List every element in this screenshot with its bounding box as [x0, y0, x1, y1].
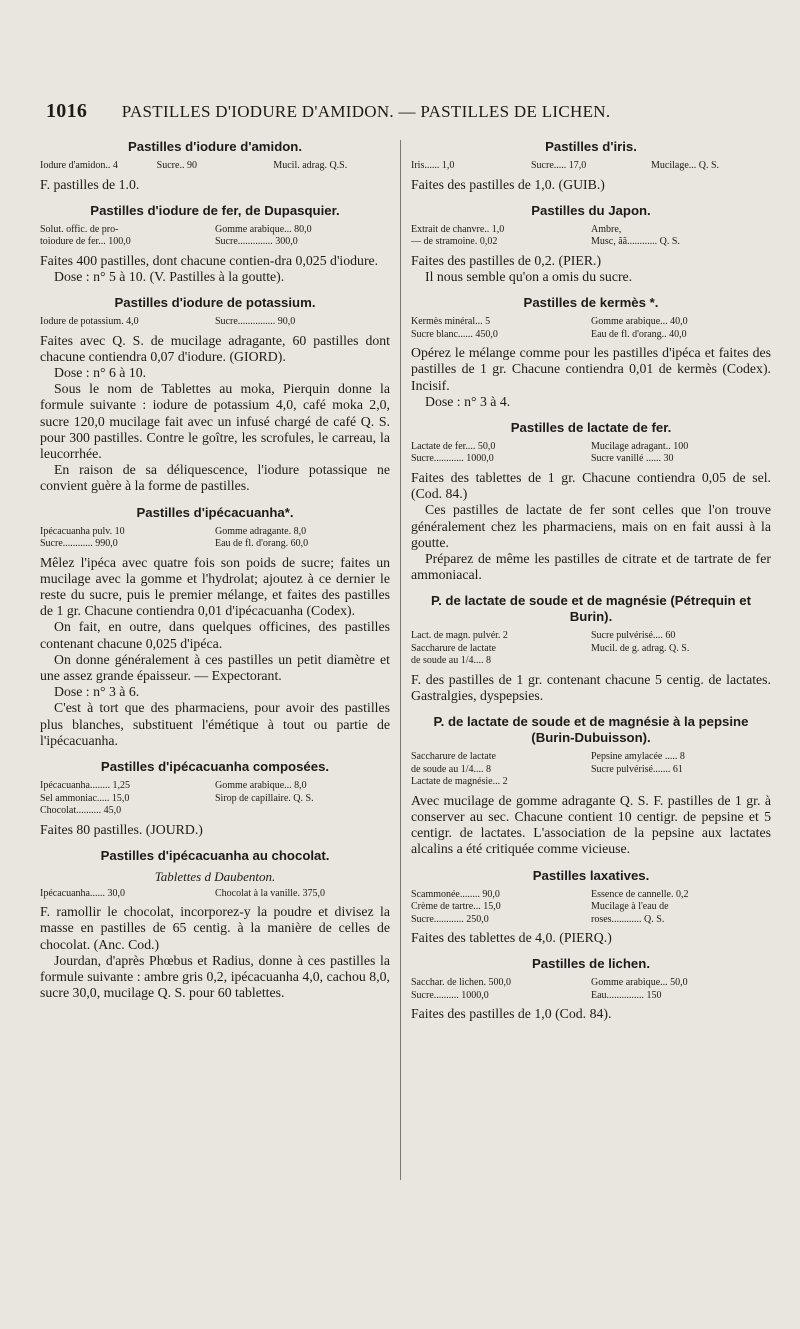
recipe-section: [40, 295, 390, 495]
formula-cell: Sucre vanillé ...... 30: [591, 453, 674, 465]
formula-cell: Gomme arabique... 40,0: [591, 316, 688, 328]
body-paragraph: Faites des pastilles de 0,2. (PIER.): [411, 252, 602, 268]
formula-cell: Extrait de chanvre.. 1,0: [411, 223, 505, 235]
formula-row: [411, 990, 771, 1003]
formula-cell: Iris...... 1,0: [411, 160, 455, 171]
formula-cell: Sucre............ 1000,0: [411, 453, 494, 465]
formula-cell: Sucre..... 17,0: [531, 160, 587, 171]
formula-cell: Saccharure de lactate: [411, 642, 496, 654]
body-paragraph: Dose : n° 3 à 6.: [54, 684, 140, 700]
formula-table: [40, 888, 390, 901]
formula-table: [411, 889, 771, 927]
formula-cell: Sucre pulvérisé.... 60: [591, 630, 676, 642]
body-paragraph: On donne généralement à ces pastilles un petit diamètre et une assez grande épaisseur. — Expectorant.: [40, 651, 390, 684]
section-title: P. de lactate de soude et de magnésie à la pepsine (Burin-Dubuisson).: [433, 714, 749, 746]
formula-cell: [591, 776, 771, 789]
formula-cell: Ipécacuanha........ 1,25: [40, 780, 130, 792]
body-paragraph: Avec mucilage de gomme adragante Q. S. F. pastilles de 1 gr. à conserver au sec. Chacune contient 10 centigr. de pepsine et 5 centigr. de lactates. L'association de la pepsine aux lactates alcalins a été critiquée comme vicieuse.: [411, 792, 771, 857]
section-title: Pastilles d'iris.: [545, 139, 637, 154]
formula-cell: Ipécacuanha...... 30,0: [40, 887, 125, 899]
formula-cell: Mucil. adrag. Q.S.: [273, 160, 348, 171]
body-paragraph: Sous le nom de Tablettes au moka, Pierquin donne la formule suivante : iodure de potassium 4,0, café moka 2,0, sucre 120,0 mucilage fait avec un infusé chargé de café Q. S. pour 300 pastilles. Contre le goître, les scrofules, le carreau, la leucorrhée.: [40, 381, 390, 462]
body-paragraph: Faites des tablettes de 4,0. (PIERQ.): [411, 930, 612, 946]
formula-row: [40, 780, 390, 793]
formula-row: [411, 655, 771, 668]
section-title: P. de lactate de soude et de magnésie (Pétrequin et Burin).: [430, 593, 752, 625]
formula-table: [40, 526, 390, 551]
formula-cell: Sucre.......... 1000,0: [411, 989, 489, 1001]
formula-row: [411, 977, 771, 990]
formula-table: [411, 977, 771, 1002]
formula-cell: Iodure de potassium. 4,0: [40, 316, 139, 328]
formula-cell: Ambre,: [591, 223, 622, 235]
formula-table: [40, 316, 390, 329]
formula-row: [411, 329, 771, 342]
formula-cell: Sucre.. 90: [156, 160, 197, 171]
formula-row: [411, 901, 771, 914]
formula-row: [411, 316, 771, 329]
body-paragraph: F. ramollir le chocolat, incorporez-y la poudre et divisez la masse en pastilles de 65 centig. à la manière de celles de chocolat. (Anc. Cod.): [40, 904, 390, 952]
body-paragraph: Jourdan, d'après Phœbus et Radius, donne à ces pastilles la formule suivante : ambre gris 0,2, ipécacuanha 4,0, cachou 8,0, sucre 30,0, mucilage Q. S. pour 60 tablettes.: [40, 952, 390, 1001]
formula-row: [411, 764, 771, 777]
formula-table: [40, 224, 390, 249]
body-paragraph: Faites 80 pastilles. (JOURD.): [40, 821, 203, 837]
body-paragraph: Dose : n° 3 à 4.: [425, 393, 511, 409]
formula-cell: Lactate de magnésie... 2: [411, 776, 508, 788]
formula-table: [411, 316, 771, 341]
body-paragraph: Dose : n° 5 à 10. (V. Pastilles à la goutte).: [54, 268, 285, 284]
section-title: Pastilles de lactate de fer.: [510, 419, 672, 435]
formula-cell: Scammonée........ 90,0: [411, 888, 500, 900]
formula-row: [40, 236, 390, 249]
running-head-title: PASTILLES D'IODURE D'AMIDON. — PASTILLES DE LICHEN.: [121, 102, 611, 121]
formula-cell: toiodure de fer... 100,0: [40, 236, 131, 248]
formula-row: [411, 236, 771, 249]
formula-cell: roses............ Q. S.: [591, 913, 665, 925]
formula-cell: Lactate de fer.... 50,0: [411, 440, 496, 452]
recipe-section: [40, 203, 390, 285]
formula-cell: Gomme arabique... 50,0: [591, 977, 688, 989]
formula-row: [40, 316, 390, 329]
section-title: Pastilles du Japon.: [531, 202, 651, 218]
body-paragraph: F. des pastilles de 1 gr. contenant chacune 5 centig. de lactates. Gastralgies, dyspepsies.: [411, 671, 771, 704]
column-divider: [400, 140, 401, 1180]
formula-cell: Mucilage adragant.. 100: [591, 440, 689, 452]
formula-table: [411, 160, 771, 173]
recipe-section: [40, 505, 390, 749]
formula-cell: Ipécacuanha pulv. 10: [40, 525, 125, 537]
formula-cell: Sel ammoniac..... 15,0: [40, 792, 130, 804]
formula-cell: Sucre blanc...... 450,0: [411, 328, 498, 340]
formula-cell: de soude au 1/4.... 8: [411, 763, 491, 775]
formula-row: [411, 453, 771, 466]
formula-cell: Mucilage à l'eau de: [591, 901, 669, 913]
formula-cell: Kermès minéral... 5: [411, 316, 491, 328]
recipe-section: [411, 868, 771, 947]
formula-cell: Chocolat.......... 45,0: [40, 805, 122, 817]
formula-cell: Eau............... 150: [591, 989, 662, 1001]
page-number: 1016: [46, 100, 88, 122]
recipe-section: [40, 759, 390, 838]
recipe-section: [411, 956, 771, 1022]
body-paragraph: Dose : n° 6 à 10.: [54, 365, 147, 381]
body-paragraph: Faites des pastilles de 1,0 (Cod. 84).: [411, 1006, 612, 1022]
section-subtitle: Tablettes d Daubenton.: [154, 868, 276, 884]
formula-row: [40, 224, 390, 237]
formula-cell: Gomme arabique... 8,0: [215, 780, 307, 792]
recipe-section: [411, 203, 771, 285]
formula-cell: Chocolat à la vanille. 375,0: [215, 887, 325, 899]
formula-cell: Mucil. de g. adrag. Q. S.: [591, 642, 690, 654]
recipe-section: [411, 295, 771, 410]
formula-row: [411, 441, 771, 454]
body-paragraph: Faites des pastilles de 1,0. (GUIB.): [411, 176, 605, 192]
section-title: Pastilles de lichen.: [531, 956, 650, 972]
recipe-section: [411, 593, 771, 704]
section-title: Pastilles d'ipécacuanha*.: [136, 504, 294, 520]
recipe-section: [411, 420, 771, 583]
formula-table: [411, 630, 771, 668]
body-paragraph: Préparez de même les pastilles de citrate et de tartrate de fer ammoniacal.: [411, 550, 771, 583]
formula-table: [411, 224, 771, 249]
body-paragraph: F. pastilles de 1.0.: [40, 176, 140, 192]
recipe-section: [411, 139, 771, 193]
formula-cell: Lact. de magn. pulvér. 2: [411, 630, 508, 642]
formula-row: [411, 630, 771, 643]
formula-cell: Eau de fl. d'orang. 60,0: [215, 538, 309, 550]
body-paragraph: Faites 400 pastilles, dont chacune contien-dra 0,025 d'iodure.: [40, 252, 379, 268]
formula-row: [40, 526, 390, 539]
formula-row: [40, 793, 390, 806]
formula-cell: Sucre pulvérisé....... 61: [591, 763, 683, 775]
body-paragraph: Faites avec Q. S. de mucilage adragante, 60 pastilles dont chacune contiendra 0,07 d'iodure. (GIORD).: [40, 332, 390, 364]
recipe-section: [40, 848, 390, 1002]
body-paragraph: Ces pastilles de lactate de fer sont celles que l'on trouve généralement chez les pharmaciens, mais on en fait aussi à la goutte.: [411, 502, 771, 550]
formula-cell: Sucre............ 250,0: [411, 913, 489, 925]
formula-cell: Gomme adragante. 8,0: [215, 525, 307, 537]
formula-cell: Pepsine amylacée ..... 8: [591, 751, 685, 763]
body-paragraph: Mêlez l'ipéca avec quatre fois son poids de sucre; faites un mucilage avec la gomme et l'hydrolat; ajoutez à ce dernier le reste du sucre, puis le premier mélange, et faites des pastilles de 1 gr. Chacune contiendra 0,01 d'ipécacuanha (Codex).: [40, 554, 390, 619]
body-paragraph: C'est à tort que des pharmaciens, pour avoir des pastilles plus blanches, substituent l'émétique à tout ou partie de l'ipécacuanha.: [40, 700, 390, 748]
formula-row: [411, 643, 771, 656]
section-title: Pastilles d'ipécacuanha composées.: [100, 759, 330, 775]
formula-cell: [215, 805, 390, 818]
body-paragraph: Il nous semble qu'on a omis du sucre.: [425, 268, 633, 284]
body-paragraph: En raison de sa déliquescence, l'iodure potassique ne convient guère à la forme de pastilles.: [40, 462, 390, 494]
formula-row: [411, 751, 771, 764]
right-column: [411, 135, 771, 1032]
formula-cell: Eau de fl. d'orang.. 40,0: [591, 328, 687, 340]
formula-cell: Saccharure de lactate: [411, 751, 496, 763]
formula-cell: Iodure d'amidon.. 4: [40, 160, 118, 171]
formula-cell: Sirop de capillaire. Q. S.: [215, 792, 314, 804]
formula-cell: Sucre............... 90,0: [215, 316, 296, 328]
formula-cell: Essence de cannelle. 0,2: [591, 888, 689, 900]
formula-cell: Solut. offic. de pro-: [40, 223, 119, 235]
formula-table: [411, 751, 771, 789]
formula-row: [40, 888, 390, 901]
running-head: [46, 100, 760, 123]
formula-cell: Sacchar. de lichen. 500,0: [411, 977, 511, 989]
body-paragraph: Faites des tablettes de 1 gr. Chacune contiendra 0,05 de sel. (Cod. 84.): [411, 469, 771, 502]
body-paragraph: On fait, en outre, dans quelques officines, des pastilles contenant chacune 0,025 d'ipéca.: [40, 619, 390, 651]
section-title: Pastilles laxatives.: [532, 867, 650, 883]
formula-cell: Sucre.............. 300,0: [215, 236, 298, 248]
formula-cell: Gomme arabique... 80,0: [215, 223, 312, 235]
section-title: Pastilles d'iodure d'amidon.: [127, 139, 303, 154]
formula-row: [40, 805, 390, 818]
section-title: Pastilles de kermès *.: [523, 295, 659, 311]
formula-row: [411, 160, 771, 173]
formula-row: [411, 914, 771, 927]
section-title: Pastilles d'iodure de potassium.: [114, 295, 316, 311]
formula-cell: Crème de tartre... 15,0: [411, 901, 501, 913]
formula-cell: Musc, ãã............ Q. S.: [591, 236, 680, 248]
recipe-section: [411, 714, 771, 857]
formula-table: [40, 160, 390, 173]
section-title: Pastilles d'ipécacuanha au chocolat.: [100, 847, 330, 863]
formula-table: [40, 780, 390, 818]
formula-cell: — de stramoine. 0,02: [411, 236, 498, 248]
formula-row: [411, 776, 771, 789]
recipe-section: [40, 139, 390, 193]
formula-row: [40, 160, 390, 173]
body-paragraph: Opérez le mélange comme pour les pastilles d'ipéca et faites des pastilles de 1 gr. Chacune contiendra 0,01 de kermès (Codex). Incisif.: [411, 345, 771, 393]
formula-cell: de soude au 1/4.... 8: [411, 655, 491, 667]
formula-cell: Sucre............ 990,0: [40, 538, 118, 550]
formula-row: [411, 224, 771, 237]
formula-cell: [591, 655, 771, 668]
left-column: [40, 135, 390, 1012]
formula-table: [411, 441, 771, 466]
section-title: Pastilles d'iodure de fer, de Dupasquier.: [90, 202, 340, 218]
formula-row: [40, 538, 390, 551]
formula-row: [411, 889, 771, 902]
formula-cell: Mucilage... Q. S.: [651, 160, 720, 171]
